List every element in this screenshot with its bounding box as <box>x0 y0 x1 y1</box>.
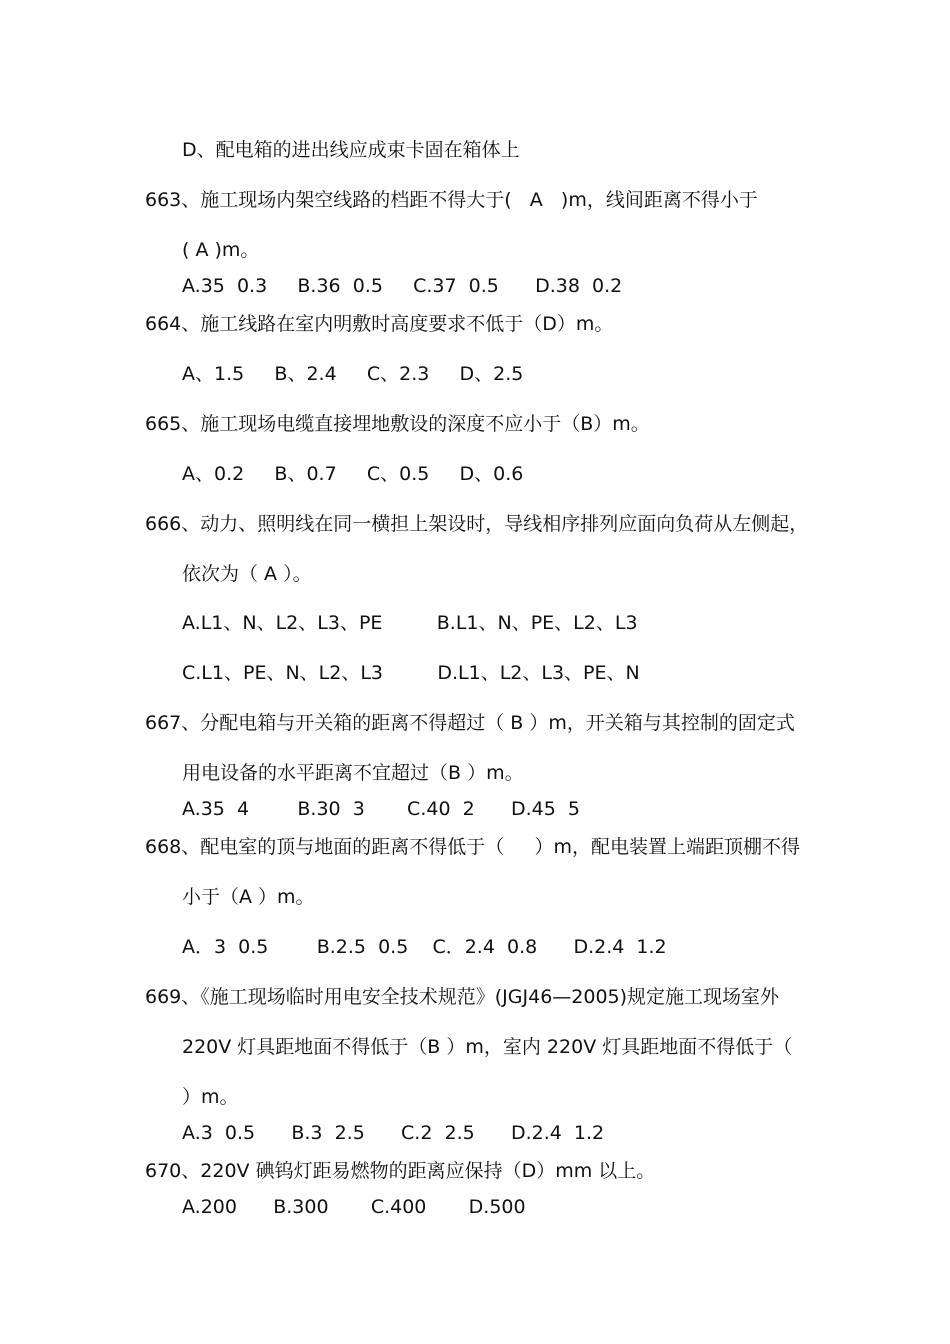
options-669: A.3 0.5 B.3 2.5 C.2 2.5 D.2.4 1.2 <box>182 1122 605 1144</box>
answer-option-line: D、配电箱的进出线应成束卡固在箱体上 <box>182 139 520 161</box>
question-664: 664、施工线路在室内明敷时高度要求不低于（D）m。 <box>145 313 614 335</box>
question-668-continuation: 小于（A ）m。 <box>182 886 315 908</box>
options-670: A.200 B.300 C.400 D.500 <box>182 1196 526 1218</box>
options-667: A.35 4 B.30 3 C.40 2 D.45 5 <box>182 798 580 820</box>
question-667: 667、分配电箱与开关箱的距离不得超过（ B ）m，开关箱与其控制的固定式 <box>145 712 795 734</box>
question-663-continuation: ( A )m。 <box>182 239 260 261</box>
question-666-continuation: 依次为（ A ）。 <box>182 563 312 585</box>
options-668: A．3 0.5 B.2.5 0.5 C．2.4 0.8 D.2.4 1.2 <box>182 936 667 958</box>
options-666-cd: C.L1、PE、N、L2、L3 D.L1、L2、L3、PE、N <box>182 662 640 684</box>
question-666: 666、动力、照明线在同一横担上架设时，导线相序排列应面向负荷从左侧起， <box>145 513 809 535</box>
question-667-continuation: 用电设备的水平距离不宜超过（B ）m。 <box>182 762 524 784</box>
question-665: 665、施工现场电缆直接埋地敷设的深度不应小于（B）m。 <box>145 413 650 435</box>
question-669: 669、《施工现场临时用电安全技术规范》(JGJ46—2005)规定施工现场室外 <box>145 986 780 1008</box>
question-663: 663、施工现场内架空线路的档距不得大于( A )m，线间距离不得小于 <box>145 189 758 211</box>
options-664: A、1.5 B、2.4 C、2.3 D、2.5 <box>182 363 524 385</box>
options-665: A、0.2 B、0.7 C、0.5 D、0.6 <box>182 463 524 485</box>
question-670: 670、220V 碘钨灯距易燃物的距离应保持（D）mm 以上。 <box>145 1160 656 1182</box>
options-666-ab: A.L1、N、L2、L3、PE B.L1、N、PE、L2、L3 <box>182 612 638 634</box>
question-669-continuation: 220V 灯具距地面不得低于（B ）m，室内 220V 灯具距地面不得低于（ <box>182 1036 793 1058</box>
question-669-continuation-2: ）m。 <box>182 1086 239 1108</box>
question-668: 668、配电室的顶与地面的距离不得低于（ ）m，配电装置上端距顶棚不得 <box>145 836 800 858</box>
options-663: A.35 0.3 B.36 0.5 C.37 0.5 D.38 0.2 <box>182 275 623 297</box>
